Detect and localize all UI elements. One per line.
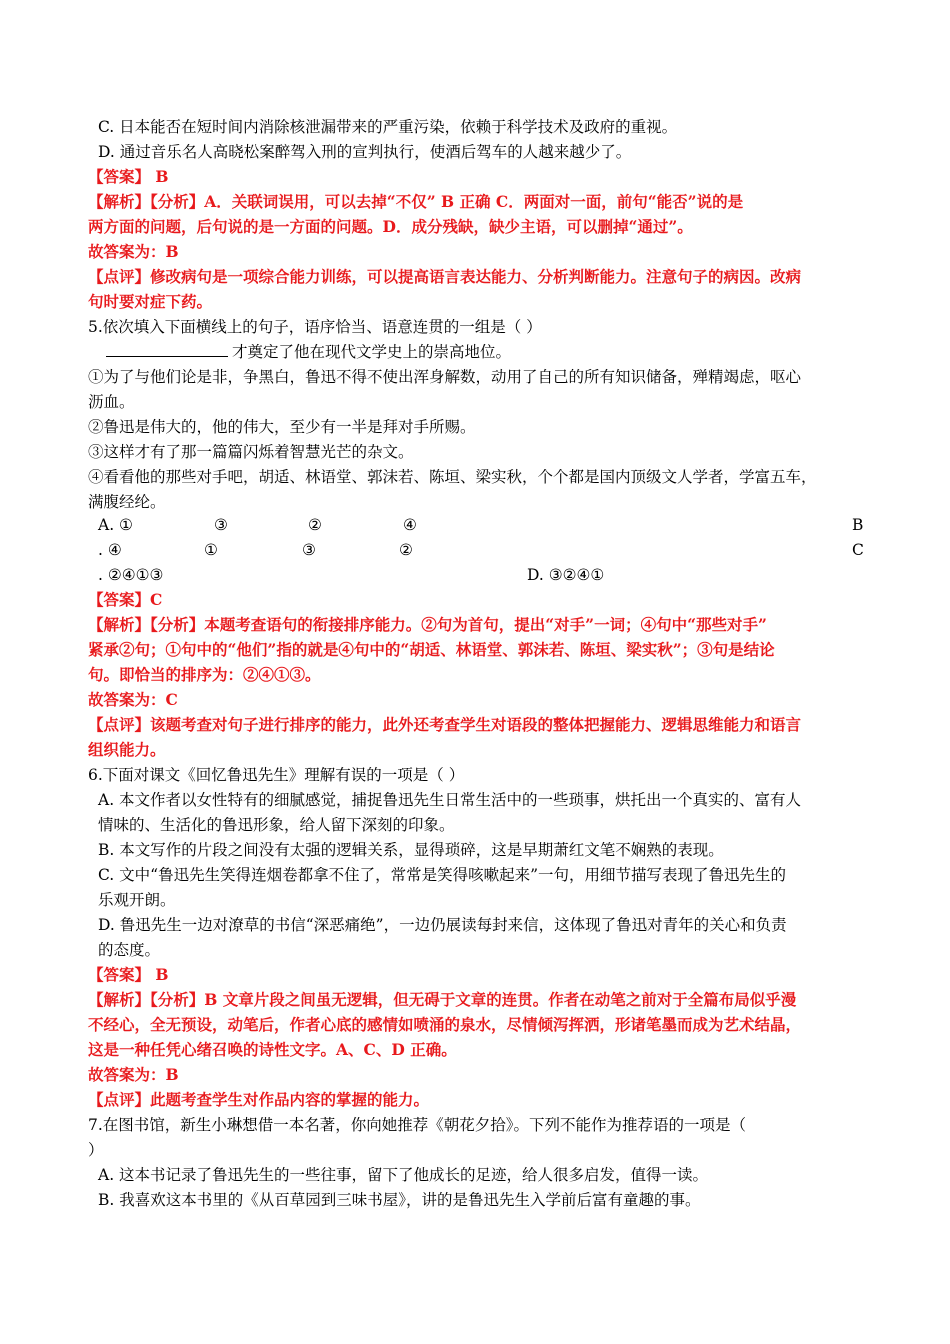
q5-analysis-line-2: 紧承②句；①句中的“他们”指的就是④句中的“胡适、林语堂、郭沫若、陈垣、梁实秋”；③句是结论: [88, 640, 775, 659]
q5-opt-row2-d: ②: [399, 541, 413, 559]
q4-comment-line-1: 【点评】修改病句是一项综合能力训练，可以提高语言表达能力、分析判断能力。注意句子的病因。改病: [88, 267, 802, 286]
q6-comment: 【点评】此题考查学生对作品内容的掌握的能力。: [88, 1090, 430, 1109]
q6-option-a-line-2: 情味的、生活化的鲁迅形象，给人留下深刻的印象。: [98, 816, 455, 834]
q5-sentence-4-line-1: ④看看他的那些对手吧，胡适、林语堂、郭沫若、陈垣、梁实秋，个个都是国内顶级文人学者，学富五车，: [88, 468, 817, 486]
q5-opt-row2-e: C: [852, 541, 864, 559]
q5-comment-line-1: 【点评】该题考查对句子进行排序的能力，此外还考查学生对语段的整体把握能力、逻辑思维能力和语言: [88, 715, 802, 734]
q5-sentence-1-line-2: 沥血。: [88, 393, 135, 411]
q7-option-b: B. 我喜欢这本书里的《从百草园到三味书屋》，讲的是鲁迅先生入学前后富有童趣的事。: [98, 1191, 701, 1209]
q6-answer: 【答案】 B: [88, 965, 169, 984]
q5-opt-row1-e: B: [852, 516, 864, 534]
q5-sentence-2: ②鲁迅是伟大的，他的伟大，至少有一半是拜对手所赐。: [88, 418, 476, 436]
q5-opt-row2-a: . ④: [98, 541, 122, 559]
fill-blank: [106, 342, 228, 357]
q5-analysis-line-1: 【解析】【分析】本题考查语句的衔接排序能力。②句为首句，提出“对手”一词；④句中“那些对手”: [88, 615, 767, 634]
q6-option-a-line-1: A. 本文作者以女性特有的细腻感觉，捕捉鲁迅先生日常生活中的一些琐事，烘托出一个真实的、富有人: [98, 791, 802, 809]
q6-option-b: B. 本文写作的片段之间没有太强的逻辑关系，显得琐碎，这是早期萧红文笔不娴熟的表现。: [98, 841, 724, 859]
q7-stem-line-2: ）: [88, 1141, 104, 1159]
q6-final-answer: 故答案为：B: [88, 1065, 179, 1084]
q5-opt-row1-c: ②: [308, 516, 322, 534]
q7-option-a: A. 这本书记录了鲁迅先生的一些往事，留下了他成长的足迹，给人很多启发，值得一读。: [98, 1166, 709, 1184]
q4-analysis-line-1: 【解析】【分析】A．关联词误用，可以去掉“不仅” B 正确 C．两面对一面，前句“能否”说的是: [88, 192, 744, 211]
q5-opt-row2-c: ③: [302, 541, 316, 559]
q6-stem: 6.下面对课文《回忆鲁迅先生》理解有误的一项是（ ）: [88, 766, 465, 784]
q5-sentence-1-line-1: ①为了与他们论是非，争黑白，鲁迅不得不使出浑身解数，动用了自己的所有知识储备，殚精竭虑，呕心: [88, 368, 802, 386]
q5-comment-line-2: 组织能力。: [88, 740, 166, 759]
q6-option-d-line-2: 的态度。: [98, 941, 161, 959]
q5-final-answer: 故答案为：C: [88, 690, 178, 709]
q5-stem: 5.依次填入下面横线上的句子，语序恰当、语意连贯的一组是（ ）: [88, 318, 542, 336]
q4-comment-line-2: 句时要对症下药。: [88, 292, 213, 311]
q5-opt-row3-right: D. ③②④①: [527, 566, 605, 584]
q5-blank-tail: 才奠定了他在现代文学史上的崇高地位。: [232, 343, 512, 361]
q4-answer: 【答案】 B: [88, 167, 169, 186]
q4-analysis-line-2: 两方面的问题，后句说的是一方面的问题。D．成分残缺，缺少主语，可以删掉“通过”。: [88, 217, 693, 236]
q5-answer: 【答案】C: [88, 590, 163, 609]
q6-analysis-line-2: 不经心，全无预设，动笔后，作者心底的感情如喷涌的泉水，尽情倾泻挥洒，形诸笔墨而成为艺术结晶，: [88, 1015, 802, 1034]
q5-opt-row1-d: ④: [403, 516, 417, 534]
q4-option-c: C. 日本能否在短时间内消除核泄漏带来的严重污染，依赖于科学技术及政府的重视。: [98, 118, 678, 136]
q6-analysis-line-1: 【解析】【分析】B 文章片段之间虽无逻辑，但无碍于文章的连贯。作者在动笔之前对于全篇布局似乎漫: [88, 990, 797, 1009]
q5-opt-row1-a: A. ①: [98, 516, 133, 534]
q6-analysis-line-3: 这是一种任凭心绪召唤的诗性文字。A、C、D 正确。: [88, 1040, 457, 1059]
q6-option-c-line-1: C. 文中“鲁迅先生笑得连烟卷都拿不住了，常常是笑得咳嗽起来”一句，用细节描写表现了鲁迅先生的: [98, 866, 787, 884]
q6-option-c-line-2: 乐观开朗。: [98, 891, 176, 909]
q5-sentence-4-line-2: 满腹经纶。: [88, 493, 166, 511]
q4-option-d: D. 通过音乐名人高晓松案醉驾入刑的宣判执行，使酒后驾车的人越来越少了。: [98, 143, 632, 161]
q5-sentence-3: ③这样才有了那一篇篇闪烁着智慧光芒的杂文。: [88, 443, 414, 461]
q7-stem-line-1: 7.在图书馆，新生小琳想借一本名著，你向她推荐《朝花夕拾》。下列不能作为推荐语的一项是（: [88, 1116, 747, 1134]
q5-opt-row2-b: ①: [204, 541, 218, 559]
q5-blank-line: [106, 341, 886, 363]
q5-opt-row1-b: ③: [214, 516, 228, 534]
q6-option-d-line-1: D. 鲁迅先生一边对潦草的书信“深恶痛绝”，一边仍展读每封来信，这体现了鲁迅对青年的关心和负责: [98, 916, 787, 934]
q5-analysis-line-3: 句。即恰当的排序为：②④①③。: [88, 665, 321, 684]
q4-final-answer: 故答案为：B: [88, 242, 179, 261]
q5-opt-row3-left: . ②④①③: [98, 566, 164, 584]
